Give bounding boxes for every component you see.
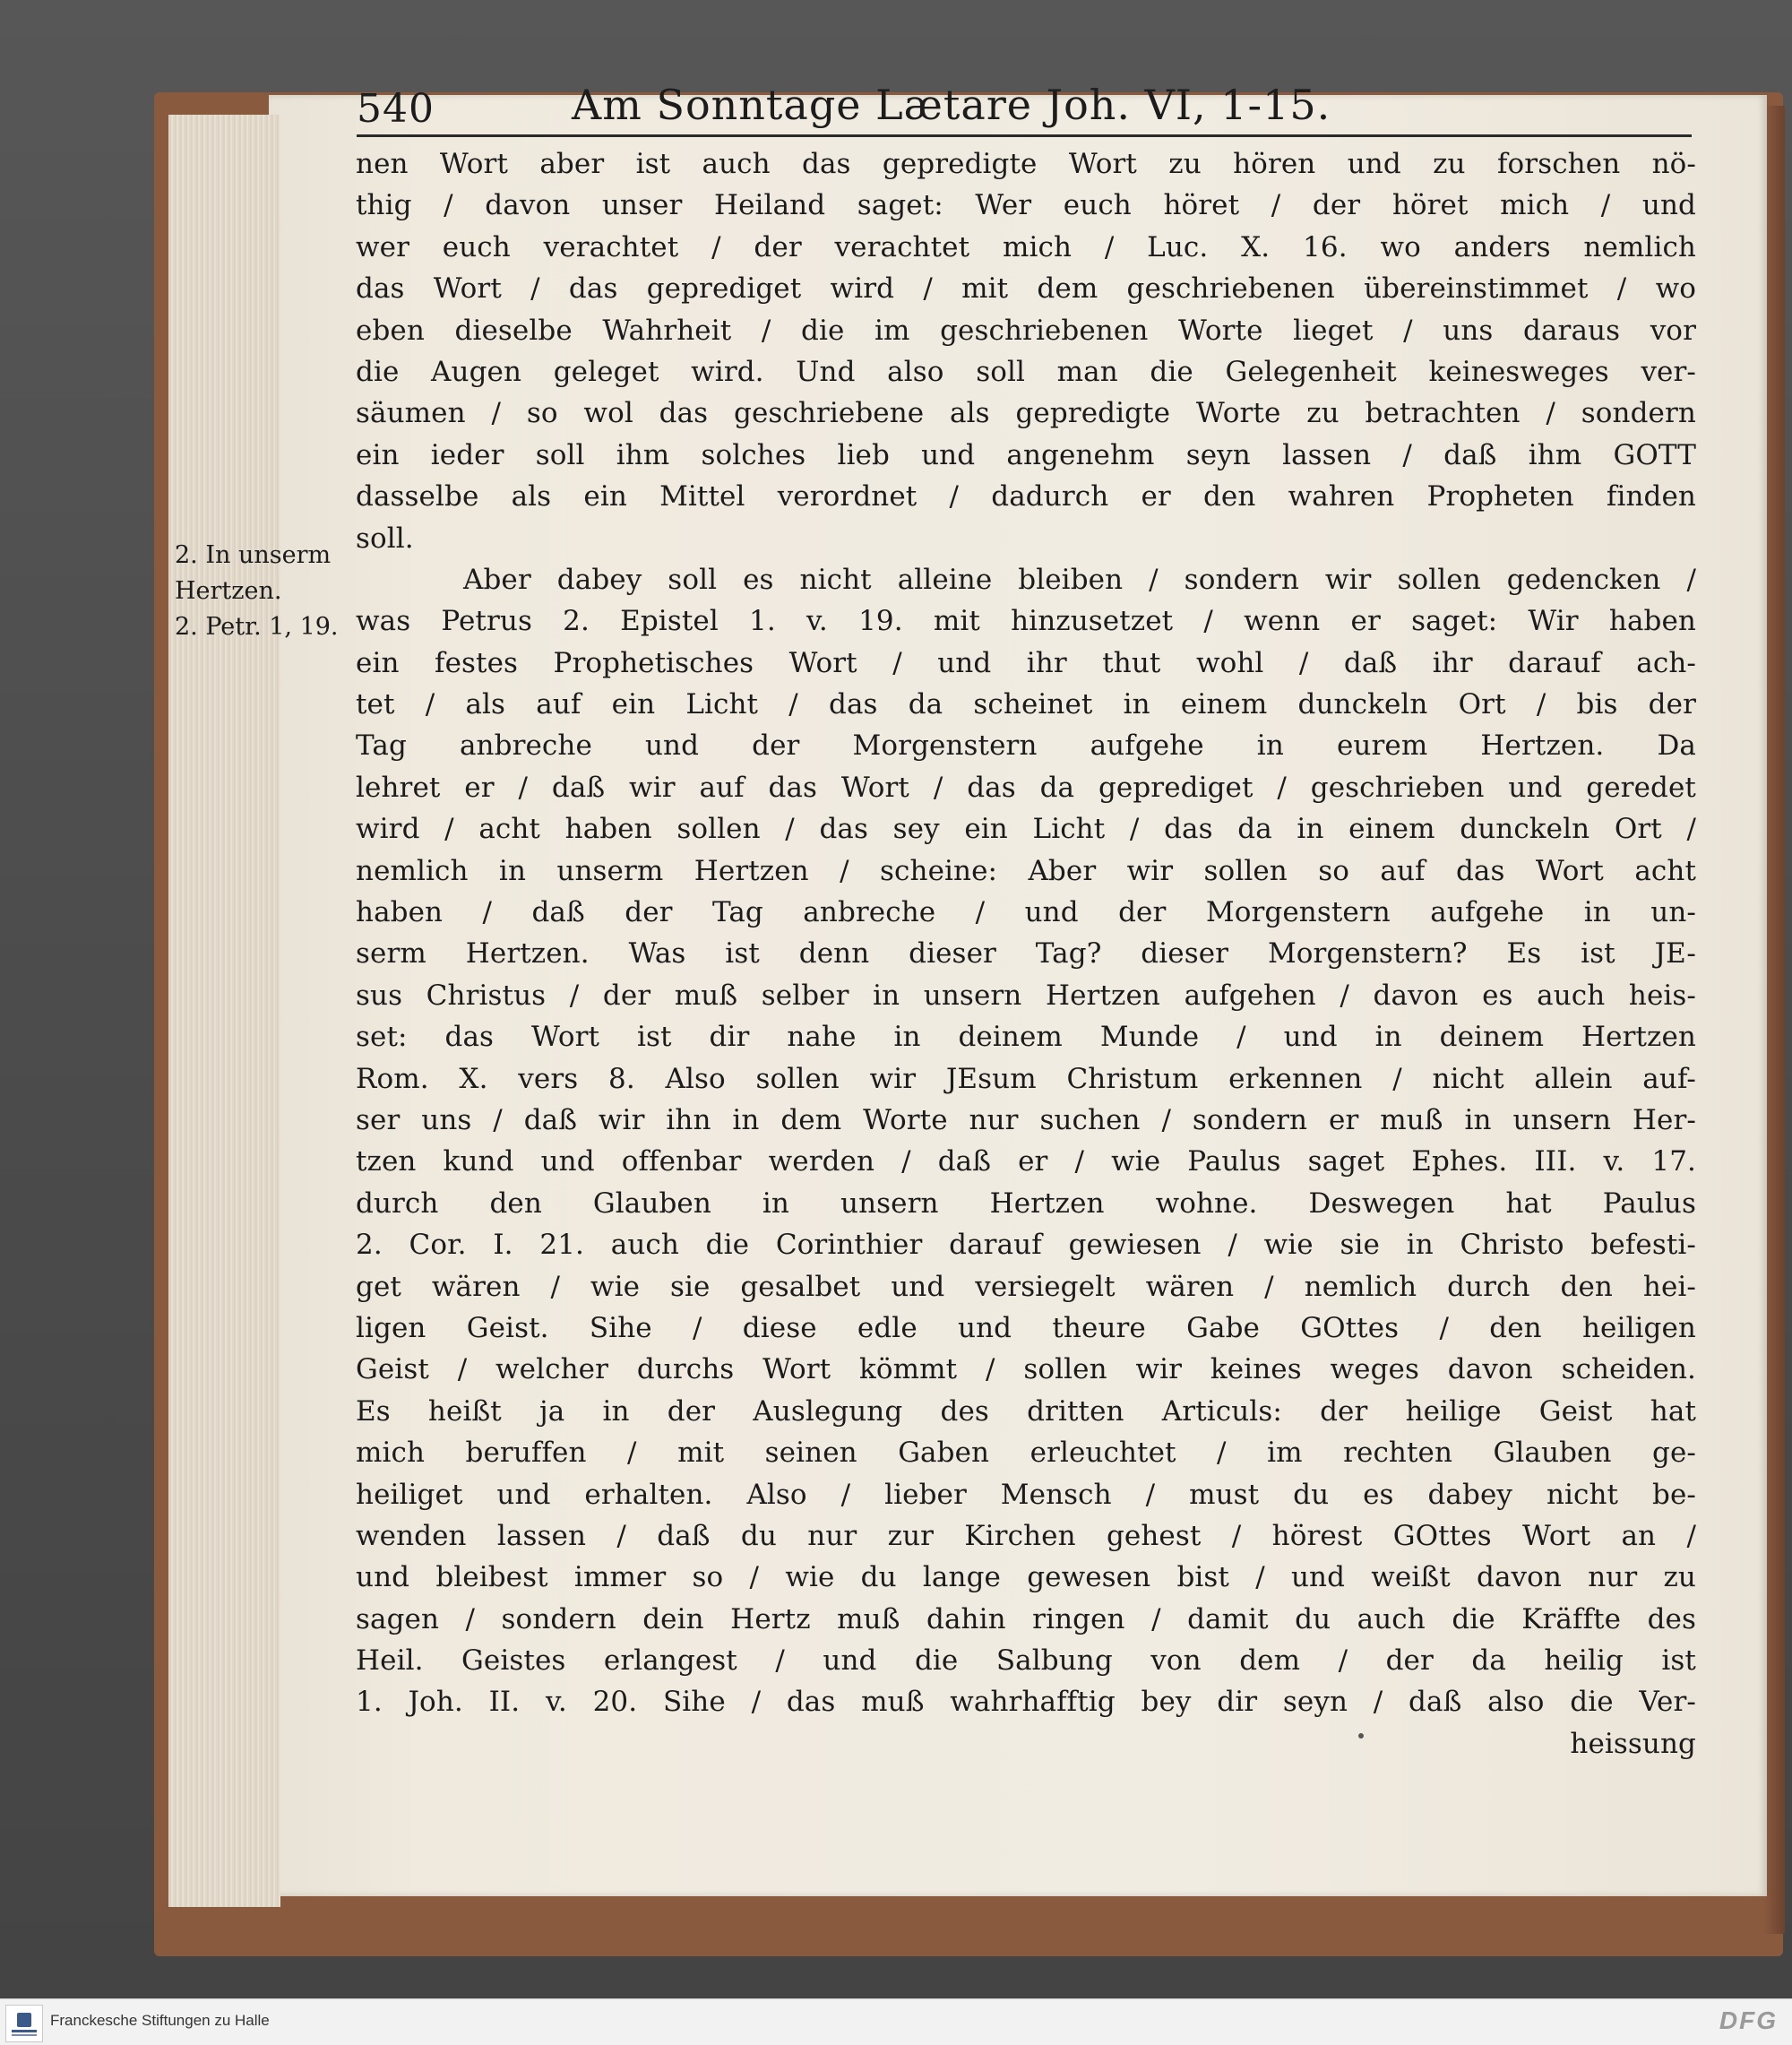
text-line: und bleibest immer so / wie du lange gewesen bist / und weißt davon nur zu [356, 1561, 1696, 1594]
text-line: serm Hertzen. Was ist denn dieser Tag? dieser Morgenstern? Es ist JE- [356, 937, 1696, 971]
margin-note-line: Hertzen. [175, 577, 282, 605]
text-line: Geist / welcher durchs Wort kömmt / sollen wir keines weges davon scheiden. [356, 1353, 1696, 1386]
text-line: nemlich in unserm Hertzen / scheine: Aber wir sollen so auf das Wort acht [356, 854, 1696, 887]
text-line: ligen Geist. Sihe / diese edle und theure Gabe GOttes / den heiligen [356, 1311, 1696, 1344]
running-title: Am Sonntage Lætare Joh. VI, 1-15. [572, 81, 1331, 129]
page-header [357, 79, 1692, 142]
text-line: Tag anbreche und der Morgenstern aufgehe in eurem Hertzen. Da [356, 729, 1696, 763]
text-line: durch den Glauben in unsern Hertzen wohne. Deswegen hat Paulus [356, 1186, 1696, 1220]
text-line: Es heißt ja in der Auslegung des dritten Articuls: der heilige Geist hat [356, 1394, 1696, 1428]
page-block-edges [168, 115, 280, 1907]
body-text [356, 143, 1696, 1765]
text-line: mich beruffen / mit seinen Gaben erleuchtet / im rechten Glauben ge- [356, 1437, 1696, 1470]
viewer-footer [0, 1998, 1792, 2045]
text-line: ein festes Prophetisches Wort / und ihr thut wohl / daß ihr darauf ach- [356, 646, 1696, 679]
margin-note [175, 538, 354, 645]
text-line: 1. Joh. II. v. 20. Sihe / das muß wahrhafftig bey dir seyn / daß also die Ver- [356, 1686, 1696, 1719]
text-line: get wären / wie sie gesalbet und versiegelt wären / nemlich durch den hei- [356, 1270, 1696, 1303]
text-line: set: das Wort ist dir nahe in deinem Munde / und in deinem Hertzen [356, 1021, 1696, 1054]
ink-fleck [1358, 1733, 1364, 1739]
text-line: haben / daß der Tag anbreche / und der Morgenstern aufgehe in un- [356, 896, 1696, 929]
page-number: 540 [357, 86, 435, 132]
text-line: wer euch verachtet / der verachtet mich / Luc. X. 16. wo anders nemlich [356, 230, 1696, 263]
institution-name: Franckesche Stiftungen zu Halle [50, 2012, 270, 2029]
text-line: Rom. X. vers 8. Also sollen wir JEsum Christum erkennen / nicht allein auf- [356, 1062, 1696, 1095]
text-line: tet / als auf ein Licht / das da scheinet in einem dunckeln Ort / bis der [356, 688, 1696, 721]
text-line: 2. Cor. I. 21. auch die Corinthier darauf gewiesen / wie sie in Christo befesti- [356, 1229, 1696, 1262]
dfg-logo: DFG [1719, 2006, 1778, 2034]
text-line: dasselbe als ein Mittel verordnet / dadurch er den wahren Propheten finden [356, 480, 1696, 513]
text-line: wenden lassen / daß du nur zur Kirchen gehest / hörest GOttes Wort an / [356, 1519, 1696, 1552]
text-line: säumen / so wol das geschriebene als gepredigte Worte zu betrachten / sondern [356, 397, 1696, 430]
margin-note-line: 2. Petr. 1, 19. [175, 613, 339, 641]
text-line: heissung [1570, 1727, 1696, 1760]
text-line: was Petrus 2. Epistel 1. v. 19. mit hinzusetzet / wenn er saget: Wir haben [356, 605, 1696, 638]
text-line: sus Christus / der muß selber in unsern Hertzen aufgehen / davon es auch heis- [356, 979, 1696, 1012]
institution-logo-icon [5, 2005, 43, 2042]
text-line: Aber dabey soll es nicht alleine bleiben / sondern wir sollen gedencken / [463, 563, 1696, 596]
margin-note-line: 2. In unserm [175, 541, 332, 569]
text-line: das Wort / das geprediget wird / mit dem geschriebenen übereinstimmet / wo [356, 272, 1696, 306]
text-line: thig / davon unser Heiland saget: Wer euch höret / der höret mich / und [356, 189, 1696, 222]
text-line: ser uns / daß wir ihn in dem Worte nur suchen / sondern er muß in unsern Her- [356, 1103, 1696, 1136]
text-line: soll. [356, 522, 414, 555]
text-line: Heil. Geistes erlangest / und die Salbung von dem / der da heilig ist [356, 1644, 1696, 1678]
text-line: sagen / sondern dein Hertz muß dahin ringen / damit du auch die Kräffte des [356, 1602, 1696, 1635]
text-line: eben dieselbe Wahrheit / die im geschriebenen Worte lieget / uns daraus vor [356, 314, 1696, 347]
text-line: wird / acht haben sollen / das sey ein Licht / das da in einem dunckeln Ort / [356, 813, 1696, 846]
text-line: heiliget und erhalten. Also / lieber Mensch / must du es dabey nicht be- [356, 1478, 1696, 1511]
text-line: lehret er / daß wir auf das Wort / das da geprediget / geschrieben und geredet [356, 771, 1696, 804]
text-line: nen Wort aber ist auch das gepredigte Wort zu hören und zu forschen nö- [356, 148, 1696, 180]
text-line: tzen kund und offenbar werden / daß er / wie Paulus saget Ephes. III. v. 17. [356, 1145, 1696, 1178]
text-line: ein ieder soll ihm solches lieb und angenehm seyn lassen / daß ihm GOTT [356, 438, 1696, 471]
text-line: die Augen geleget wird. Und also soll man die Gelegenheit keinesweges ver- [356, 355, 1696, 388]
header-rule [357, 134, 1692, 137]
